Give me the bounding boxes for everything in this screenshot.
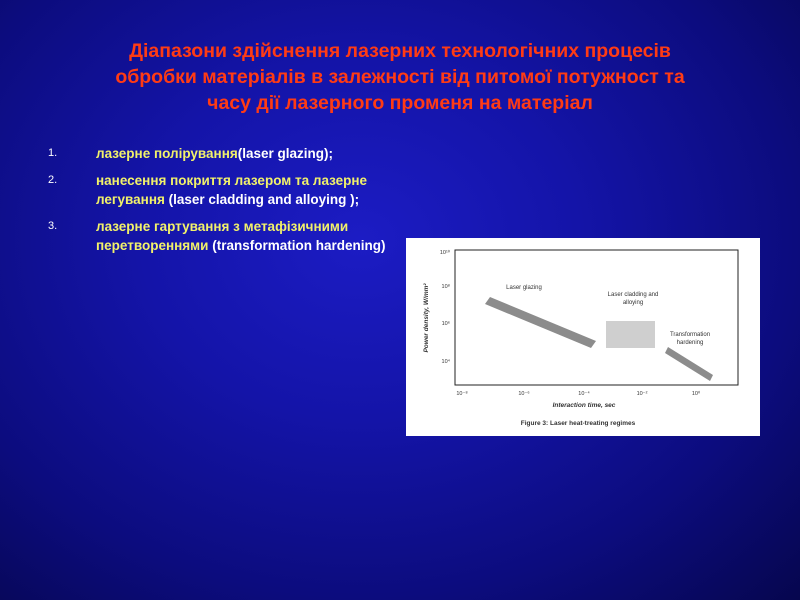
y-tick-label: 10¹⁰ [439, 250, 450, 256]
list-item-ukrainian-text: лазерне гартування з метафізичними перетвореннями [96, 219, 349, 253]
transformation-hardening-label-line-2: hardening [676, 340, 704, 346]
list-item-ukrainian-text: лазерне полірування [96, 146, 238, 161]
title-line-2: обробки матеріалів в залежності від питомої потужност та [115, 66, 685, 88]
laser-cladding-label-line-1: Laser cladding and [607, 292, 659, 298]
x-tick-label: 10⁻⁶ [518, 391, 530, 397]
process-list [48, 144, 388, 263]
x-tick-label: 10⁰ [691, 391, 701, 397]
laser-regimes-figure [406, 238, 760, 436]
list-item [48, 217, 388, 255]
x-tick-label: 10⁻⁴ [578, 391, 590, 397]
list-item [48, 171, 388, 209]
list-item-english-text: (laser cladding and alloying ); [164, 192, 360, 207]
list-number: 3. [48, 220, 58, 232]
regimes-diagram [406, 238, 760, 436]
laser-glazing-label: Laser glazing [506, 285, 542, 291]
x-axis-label: Interaction time, sec [552, 402, 616, 409]
x-tick-label: 10⁻² [636, 391, 648, 397]
title-line-1: Діапазони здійснення лазерних технологічних процесів [129, 40, 671, 62]
list-number: 1. [48, 147, 58, 159]
laser-glazing-band [485, 297, 596, 348]
y-tick-label: 10⁴ [441, 359, 450, 365]
list-item-english-text: (transformation hardening) [208, 238, 386, 253]
transformation-hardening-label-line-1: Transformation [669, 332, 711, 338]
list-item-english-text: (laser glazing); [237, 146, 333, 161]
laser-cladding-label-line-2: alloying [622, 300, 644, 306]
list-item-ukrainian-text: нанесення покриття лазером та лазерне легування [96, 173, 368, 207]
list-number: 2. [48, 174, 58, 186]
y-tick-label: 10⁶ [441, 321, 450, 327]
x-tick-label: 10⁻⁸ [456, 391, 468, 397]
y-tick-label: 10⁸ [441, 284, 450, 290]
figure-caption: Figure 3: Laser heat-treating regimes [520, 420, 636, 427]
list-item [48, 144, 388, 163]
y-axis-label: Power density, W/mm² [423, 283, 430, 353]
transformation-hardening-band [665, 347, 713, 381]
slide-title [40, 38, 760, 116]
laser-cladding-region [606, 321, 655, 348]
title-line-3: часу дії лазерного променя на матеріал [207, 92, 593, 114]
